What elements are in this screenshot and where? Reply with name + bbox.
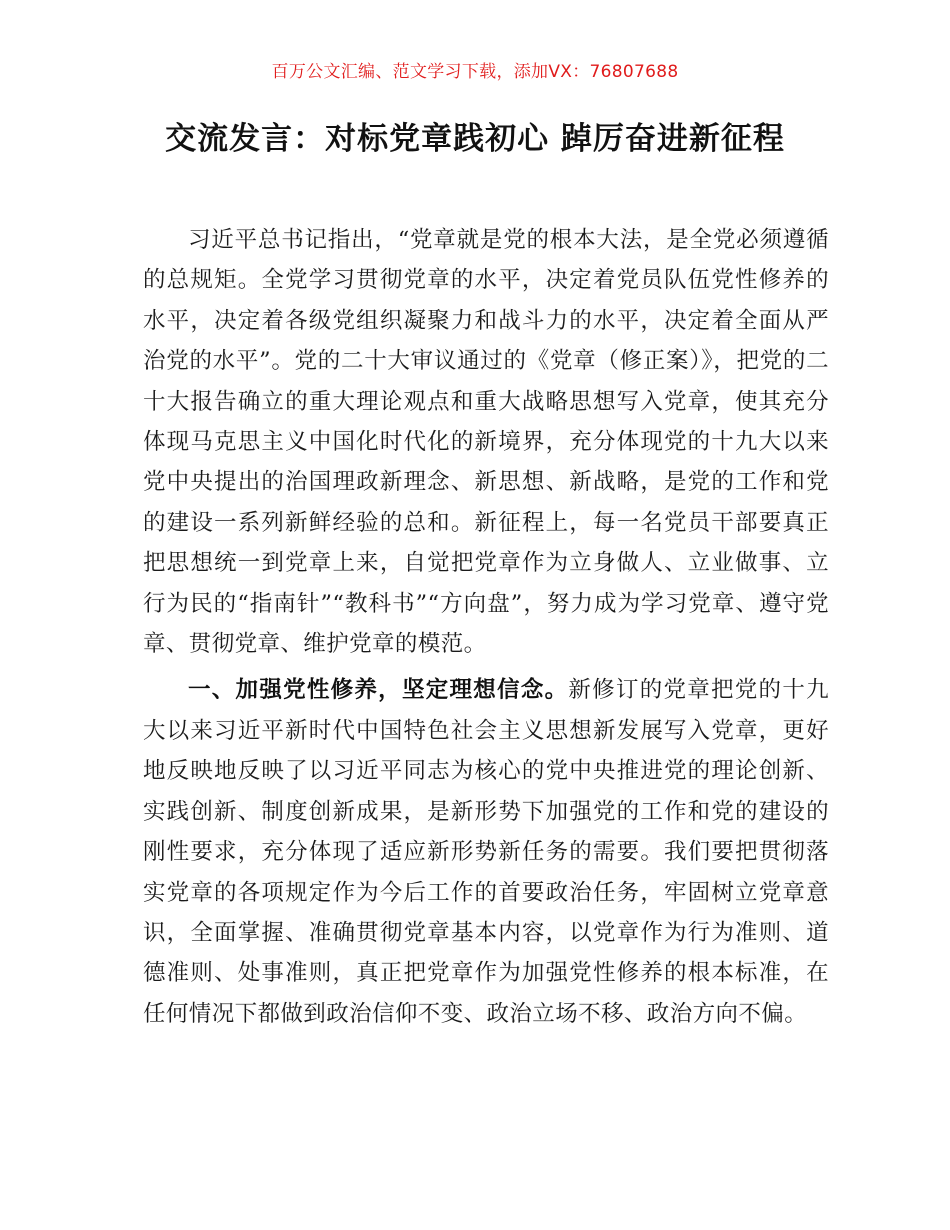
document-body bbox=[143, 220, 829, 1040]
header-banner: 百万公文汇编、范文学习下载，添加VX：76807688 bbox=[271, 62, 679, 82]
paragraph-intro bbox=[143, 220, 829, 664]
paragraph-text: 新修订的党章把党的十九大以来习近平新时代中国特色社会主义思想新发展写入党章，更好地反映地反映了以习近平同志为核心的党中央推进党的理论创新、实践创新、制度创新成果，是新形势下加强党的工作和党的建设的刚性要求，充分体现了适应新形势新任务的需要。我们要把贯彻落实党章的各项规定作为今后工作的首要政治任务，牢固树立党章意识，全面掌握、准确贯彻党章基本内容，以党章作为行为准则、道德准则、处事准则，真正把党章作为加强党性修养的根本标准，在任何情况下都做到政治信仰不变、政治立场不移、政治方向不偏。 bbox=[143, 677, 830, 1027]
section-heading: 一、加强党性修养，坚定理想信念。 bbox=[188, 677, 569, 704]
paragraph-text: 习近平总书记指出，“党章就是党的根本大法，是全党必须遵循的总规矩。全党学习贯彻党章的水平，决定着党员队伍党性修养的水平，决定着各级党组织凝聚力和战斗力的水平，决定着全面从严治党的水平”。党的二十大审议通过的《党章（修正案）》，把党的二十大报告确立的重大理论观点和重大战略思想写入党章，使其充分体现马克思主义中国化时代化的新境界，充分体现党的十九大以来党中央提出的治国理政新理念、新思想、新战略，是党的工作和党的建设一系列新鲜经验的总和。新征程上，每一名党员干部要真正把思想统一到党章上来，自觉把党章作为立身做人、立业做事、立行为民的“指南针”“教科书”“方向盘”，努力成为学习党章、遵守党章、贯彻党章、维护党章的模范。 bbox=[143, 227, 829, 658]
paragraph-section-1 bbox=[143, 670, 829, 1034]
document-title: 交流发言：对标党章践初心 踔厉奋进新征程 bbox=[165, 121, 785, 157]
